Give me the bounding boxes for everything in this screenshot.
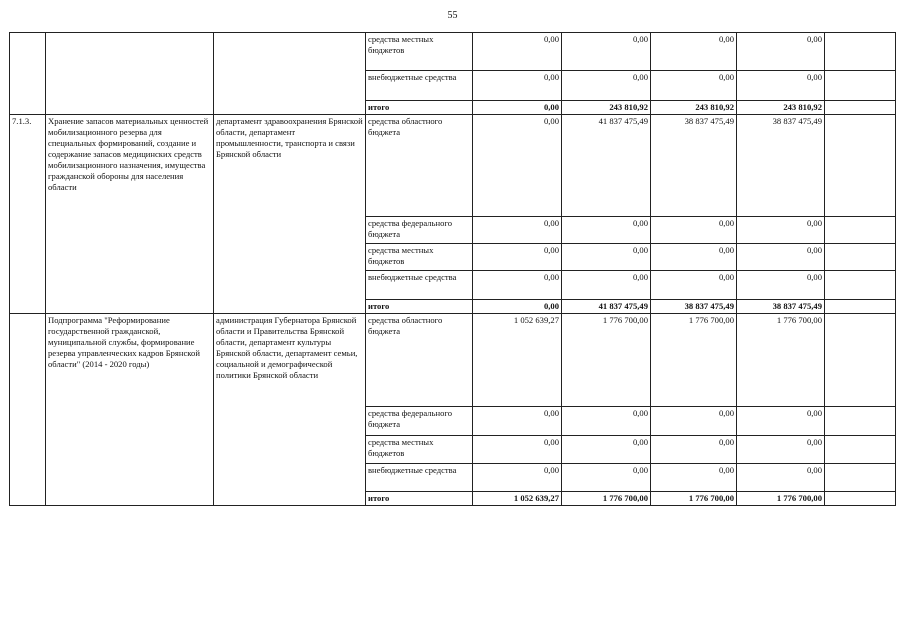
amount-cell: 243 810,92 <box>737 101 825 115</box>
empty-cell <box>825 300 896 314</box>
amount-cell: 0,00 <box>562 436 651 464</box>
amount-cell: 0,00 <box>737 217 825 244</box>
budget-table <box>9 32 896 506</box>
amount-cell: 0,00 <box>737 71 825 101</box>
amount-cell: 0,00 <box>651 244 737 271</box>
amount-cell: 1 052 639,27 <box>473 314 562 407</box>
funding-source-cell: внебюджетные средства <box>366 271 473 300</box>
amount-cell: 0,00 <box>562 71 651 101</box>
amount-cell: 0,00 <box>562 464 651 492</box>
amount-cell: 0,00 <box>562 33 651 71</box>
amount-cell: 0,00 <box>651 33 737 71</box>
amount-cell: 0,00 <box>737 271 825 300</box>
empty-cell <box>825 436 896 464</box>
empty-cell <box>825 314 896 407</box>
funding-source-cell: итого <box>366 300 473 314</box>
amount-cell: 0,00 <box>473 464 562 492</box>
funding-source-cell: средства областного бюджета <box>366 314 473 407</box>
executor-cell <box>214 33 366 115</box>
amount-cell: 243 810,92 <box>562 101 651 115</box>
amount-cell: 1 052 639,27 <box>473 492 562 506</box>
amount-cell: 0,00 <box>562 271 651 300</box>
funding-source-cell: средства федерального бюджета <box>366 217 473 244</box>
funding-source-cell: средства местных бюджетов <box>366 436 473 464</box>
amount-cell: 0,00 <box>473 101 562 115</box>
empty-cell <box>825 71 896 101</box>
amount-cell: 0,00 <box>651 71 737 101</box>
amount-cell: 0,00 <box>651 271 737 300</box>
funding-source-cell: средства местных бюджетов <box>366 33 473 71</box>
amount-cell: 0,00 <box>562 217 651 244</box>
amount-cell: 41 837 475,49 <box>562 115 651 217</box>
amount-cell: 0,00 <box>473 271 562 300</box>
amount-cell: 0,00 <box>473 407 562 436</box>
amount-cell: 0,00 <box>737 436 825 464</box>
empty-cell <box>825 244 896 271</box>
empty-cell <box>825 464 896 492</box>
amount-cell: 1 776 700,00 <box>562 314 651 407</box>
amount-cell: 0,00 <box>651 436 737 464</box>
amount-cell: 0,00 <box>562 407 651 436</box>
amount-cell: 0,00 <box>737 33 825 71</box>
empty-cell <box>825 492 896 506</box>
amount-cell: 0,00 <box>562 244 651 271</box>
empty-cell <box>825 115 896 217</box>
item-code-cell <box>10 33 46 115</box>
funding-source-cell: средства местных бюджетов <box>366 244 473 271</box>
amount-cell: 38 837 475,49 <box>737 300 825 314</box>
amount-cell: 38 837 475,49 <box>651 115 737 217</box>
empty-cell <box>825 407 896 436</box>
amount-cell: 1 776 700,00 <box>737 314 825 407</box>
amount-cell: 0,00 <box>737 464 825 492</box>
empty-cell <box>825 33 896 71</box>
item-code-cell <box>10 314 46 506</box>
amount-cell: 0,00 <box>473 244 562 271</box>
item-code-cell: 7.1.3. <box>10 115 46 314</box>
amount-cell: 0,00 <box>473 71 562 101</box>
amount-cell: 0,00 <box>651 407 737 436</box>
amount-cell: 38 837 475,49 <box>651 300 737 314</box>
amount-cell: 0,00 <box>473 217 562 244</box>
amount-cell: 0,00 <box>651 217 737 244</box>
funding-source-cell: итого <box>366 492 473 506</box>
budget-table-body <box>10 33 896 506</box>
funding-source-cell: средства федерального бюджета <box>366 407 473 436</box>
funding-source-cell: итого <box>366 101 473 115</box>
item-name-cell: Подпрограмма "Реформирование государственной гражданской, муниципальной службы, формирование резерва управленческих кадров Брянской области" (2014 - 2020 годы) <box>46 314 214 506</box>
empty-cell <box>825 271 896 300</box>
table-row <box>10 33 896 71</box>
amount-cell: 1 776 700,00 <box>562 492 651 506</box>
item-name-cell <box>46 33 214 115</box>
amount-cell: 1 776 700,00 <box>651 314 737 407</box>
amount-cell: 0,00 <box>737 244 825 271</box>
amount-cell: 1 776 700,00 <box>651 492 737 506</box>
empty-cell <box>825 217 896 244</box>
amount-cell: 0,00 <box>473 115 562 217</box>
funding-source-cell: средства областного бюджета <box>366 115 473 217</box>
executor-cell: администрация Губернатора Брянской области и Правительства Брянской области, департамент культуры Брянской области, департамент семьи, социальной и демографической политики Брянской области <box>214 314 366 506</box>
funding-source-cell: внебюджетные средства <box>366 464 473 492</box>
amount-cell: 1 776 700,00 <box>737 492 825 506</box>
funding-source-cell: внебюджетные средства <box>366 71 473 101</box>
table-row <box>10 314 896 407</box>
empty-cell <box>825 101 896 115</box>
item-name-cell: Хранение запасов материальных ценностей мобилизационного резерва для специальных формирований, создание и содержание запасов медицинских средств мобилизационного назначения, имущества гражданской обороны для населения области <box>46 115 214 314</box>
amount-cell: 0,00 <box>473 300 562 314</box>
executor-cell: департамент здравоохранения Брянской области, департамент промышленности, транспорта и связи Брянской области <box>214 115 366 314</box>
amount-cell: 0,00 <box>473 436 562 464</box>
table-row <box>10 115 896 217</box>
amount-cell: 0,00 <box>473 33 562 71</box>
amount-cell: 38 837 475,49 <box>737 115 825 217</box>
amount-cell: 0,00 <box>651 464 737 492</box>
amount-cell: 0,00 <box>737 407 825 436</box>
page-number: 55 <box>447 10 458 21</box>
amount-cell: 41 837 475,49 <box>562 300 651 314</box>
amount-cell: 243 810,92 <box>651 101 737 115</box>
